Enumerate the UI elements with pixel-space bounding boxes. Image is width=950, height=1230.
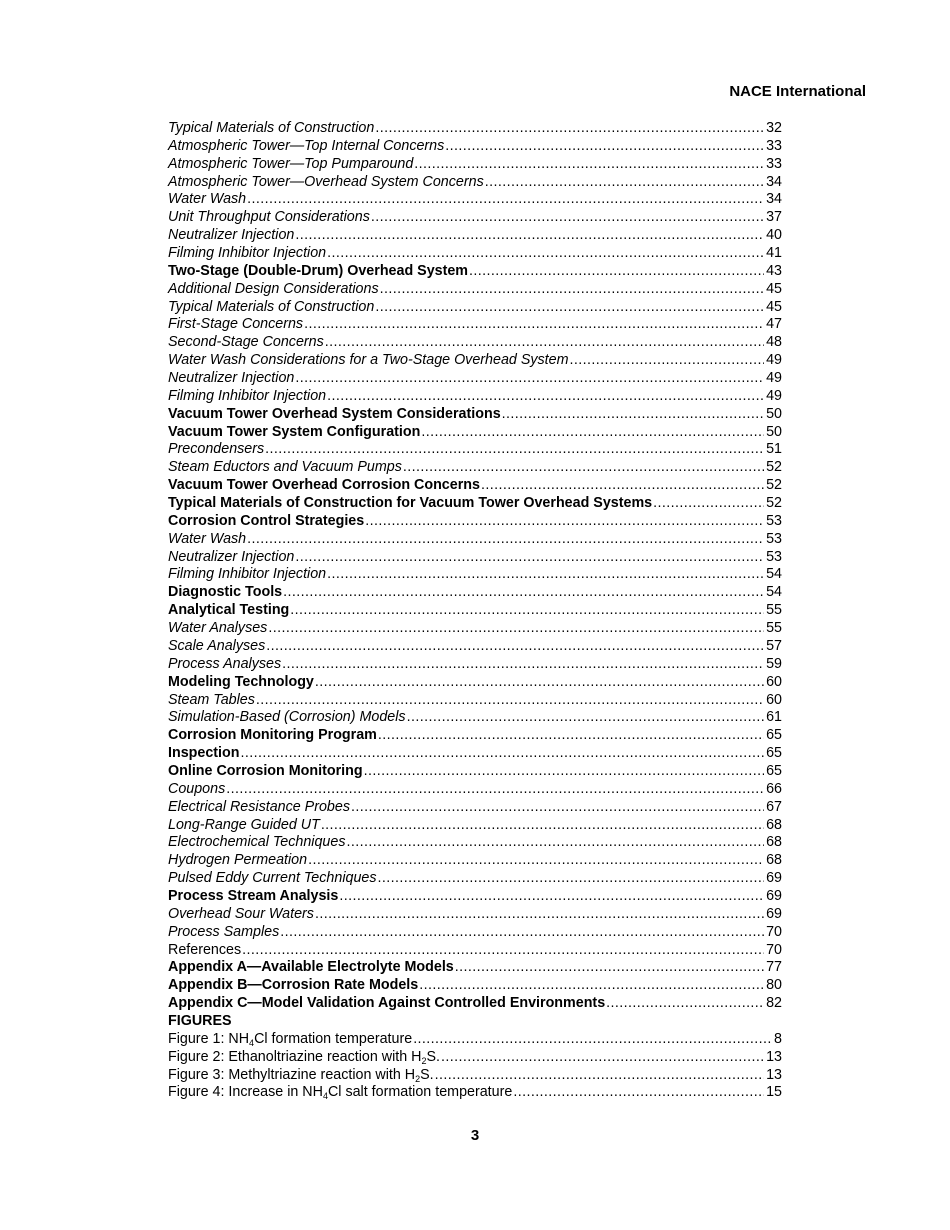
toc-entry-title: Typical Materials of Construction <box>168 298 375 315</box>
dot-leader <box>315 906 764 924</box>
dot-leader <box>295 227 764 245</box>
figure-title-text: Cl salt formation temperature <box>327 1084 513 1101</box>
dot-leader <box>606 995 764 1013</box>
dot-leader <box>469 263 764 281</box>
dot-leader <box>321 817 764 835</box>
toc-entry-page: 61 <box>766 709 782 726</box>
toc-entry-page: 68 <box>766 852 782 869</box>
dot-leader <box>283 584 764 602</box>
toc-entry-title: Corrosion Control Strategies <box>168 512 365 529</box>
page-number: 3 <box>470 1127 480 1144</box>
toc-entry-title: Overhead Sour Waters <box>168 905 314 922</box>
dot-leader <box>325 334 764 352</box>
toc-entry-title: Process Samples <box>168 923 280 940</box>
toc-entry-title: Steam Tables <box>168 691 255 708</box>
dot-leader <box>351 799 764 817</box>
toc-entry-page: 48 <box>766 334 782 351</box>
toc-entry[interactable] <box>168 370 782 388</box>
toc-entry-page: 33 <box>766 137 782 154</box>
figures-heading <box>168 1013 782 1031</box>
dot-leader <box>375 299 764 317</box>
toc-entry-page: 68 <box>766 816 782 833</box>
toc-entry[interactable] <box>168 924 782 942</box>
toc-entry-title: Process Stream Analysis <box>168 887 339 904</box>
toc-entry-page: 32 <box>766 120 782 136</box>
toc-entry[interactable] <box>168 602 782 620</box>
header-organization: NACE International <box>729 83 866 100</box>
toc-entry-page: 45 <box>766 298 782 315</box>
dot-leader <box>421 424 764 442</box>
dot-leader <box>653 495 764 513</box>
toc-entry[interactable] <box>168 495 782 513</box>
toc-entry-page: 65 <box>766 727 782 744</box>
dot-leader <box>280 924 764 942</box>
toc-entry[interactable] <box>168 459 782 477</box>
figures-heading-label: FIGURES <box>168 1012 232 1029</box>
dot-leader <box>407 709 765 727</box>
toc-entry-title: Hydrogen Permeation <box>168 852 308 869</box>
toc-entry-title: Water Wash Considerations for a Two-Stage Overhead System <box>168 352 569 369</box>
toc-entry-title: Corrosion Monitoring Program <box>168 727 377 744</box>
dot-leader <box>308 852 764 870</box>
figure-entry-page: 15 <box>766 1084 782 1101</box>
dot-leader <box>513 1084 764 1102</box>
toc-entry[interactable] <box>168 727 782 745</box>
figure-title-subscript: 4 <box>249 1037 255 1048</box>
toc-entry-page: 55 <box>766 602 782 619</box>
toc-entry-title: Vacuum Tower Overhead System Considerations <box>168 405 501 422</box>
figure-title-text: S. <box>420 1066 434 1083</box>
dot-leader <box>266 638 764 656</box>
dot-leader <box>346 834 764 852</box>
toc-entry-title: Scale Analyses <box>168 637 266 654</box>
toc-entry-title: Analytical Testing <box>168 602 290 619</box>
toc-entry[interactable] <box>168 584 782 602</box>
toc-entry[interactable] <box>168 888 782 906</box>
toc-entry-page: 77 <box>766 959 782 976</box>
dot-leader <box>241 745 765 763</box>
toc-entry[interactable] <box>168 942 782 960</box>
dot-leader <box>481 477 764 495</box>
dot-leader <box>502 406 764 424</box>
toc-entry[interactable] <box>168 388 782 406</box>
dot-leader <box>375 120 764 138</box>
toc-entry[interactable] <box>168 781 782 799</box>
toc-entry-title: Water Analyses <box>168 620 268 637</box>
dot-leader <box>339 888 764 906</box>
toc-entry[interactable] <box>168 656 782 674</box>
dot-leader <box>445 138 764 156</box>
toc-entry-title: Steam Eductors and Vacuum Pumps <box>168 459 402 476</box>
dot-leader <box>485 174 764 192</box>
toc-entry-page: 69 <box>766 870 782 887</box>
toc-entry-page: 65 <box>766 762 782 779</box>
toc-entry-title: Appendix B—Corrosion Rate Models <box>168 977 419 994</box>
toc-entry-page: 49 <box>766 370 782 387</box>
table-of-contents <box>168 120 782 1102</box>
dot-leader <box>327 388 764 406</box>
toc-entry-page: 54 <box>766 584 782 601</box>
dot-leader <box>304 316 764 334</box>
toc-entry-page: 37 <box>766 209 782 226</box>
toc-entry-page: 33 <box>766 155 782 172</box>
dot-leader <box>403 459 764 477</box>
figure-title-subscript: 4 <box>322 1091 328 1102</box>
toc-entry[interactable] <box>168 763 782 781</box>
toc-entry[interactable] <box>168 799 782 817</box>
figure-entry-title <box>168 1067 435 1085</box>
toc-entry-title: Modeling Technology <box>168 673 314 690</box>
toc-entry[interactable] <box>168 424 782 442</box>
toc-entry[interactable] <box>168 995 782 1013</box>
toc-entry[interactable] <box>168 531 782 549</box>
toc-entry[interactable] <box>168 566 782 584</box>
figure-entry-title <box>168 1031 413 1049</box>
toc-entry-title: Vacuum Tower Overhead Corrosion Concerns <box>168 477 480 494</box>
toc-entry-page: 69 <box>766 905 782 922</box>
dot-leader <box>242 942 764 960</box>
toc-entry-page: 66 <box>766 780 782 797</box>
figure-title-text: Figure 2: Ethanoltriazine reaction with H <box>168 1048 422 1065</box>
toc-entry[interactable] <box>168 745 782 763</box>
dot-leader <box>226 781 764 799</box>
toc-entry[interactable] <box>168 959 782 977</box>
toc-entry-title: First-Stage Concerns <box>168 316 304 333</box>
dot-leader <box>247 191 764 209</box>
dot-leader <box>413 1031 772 1049</box>
toc-entry-page: 70 <box>766 923 782 940</box>
figure-entry-title <box>168 1049 441 1067</box>
dot-leader <box>268 620 764 638</box>
toc-entry-title: Filming Inhibitor Injection <box>168 387 327 404</box>
toc-entry-page: 34 <box>766 173 782 190</box>
toc-entry-page: 60 <box>766 691 782 708</box>
toc-entry-page: 34 <box>766 191 782 208</box>
toc-entry-title: Atmospheric Tower—Overhead System Concerns <box>168 173 484 190</box>
toc-entry[interactable] <box>168 227 782 245</box>
toc-entry[interactable] <box>168 977 782 995</box>
dot-leader <box>365 513 764 531</box>
toc-entry[interactable] <box>168 281 782 299</box>
toc-entry[interactable] <box>168 549 782 567</box>
toc-entry-title: Atmospheric Tower—Top Internal Concerns <box>168 137 445 154</box>
toc-entry[interactable] <box>168 209 782 227</box>
toc-entry-title: Vacuum Tower System Configuration <box>168 423 421 440</box>
figure-title-subscript: 2 <box>415 1073 421 1084</box>
toc-entry-title: References <box>168 941 242 958</box>
figure-entry-page: 8 <box>774 1030 782 1047</box>
dot-leader <box>441 1049 764 1067</box>
toc-entry[interactable] <box>168 352 782 370</box>
toc-entry[interactable] <box>168 299 782 317</box>
dot-leader <box>419 977 764 995</box>
toc-entry-title: Pulsed Eddy Current Techniques <box>168 870 377 887</box>
toc-entry-page: 57 <box>766 637 782 654</box>
toc-entry-page: 60 <box>766 673 782 690</box>
toc-entry-title: Precondensers <box>168 441 265 458</box>
toc-entry[interactable] <box>168 406 782 424</box>
toc-entry-page: 59 <box>766 655 782 672</box>
toc-entry-page: 52 <box>766 459 782 476</box>
dot-leader <box>315 674 764 692</box>
figure-entry[interactable] <box>168 1067 782 1085</box>
toc-entry-title: Electrical Resistance Probes <box>168 798 350 815</box>
toc-entry-title: Appendix A—Available Electrolyte Models <box>168 959 454 976</box>
toc-entry-page: 50 <box>766 405 782 422</box>
toc-entry-title: Typical Materials of Construction <box>168 120 375 136</box>
dot-leader <box>327 245 764 263</box>
dot-leader <box>295 370 764 388</box>
toc-entry[interactable] <box>168 245 782 263</box>
toc-entry[interactable] <box>168 316 782 334</box>
toc-entry-title: Two-Stage (Double-Drum) Overhead System <box>168 262 469 279</box>
toc-entry-title: Inspection <box>168 745 240 762</box>
dot-leader <box>265 441 764 459</box>
dot-leader <box>414 156 764 174</box>
toc-entry[interactable] <box>168 852 782 870</box>
toc-entry-title: Additional Design Considerations <box>168 280 379 297</box>
figure-entry[interactable] <box>168 1031 782 1049</box>
toc-entry-page: 40 <box>766 227 782 244</box>
toc-entry-title: Long-Range Guided UT <box>168 816 320 833</box>
toc-entry-page: 53 <box>766 512 782 529</box>
toc-entry-page: 55 <box>766 620 782 637</box>
toc-entry[interactable] <box>168 120 782 138</box>
figure-entry[interactable] <box>168 1084 782 1102</box>
toc-entry-title: Coupons <box>168 780 226 797</box>
toc-entry-page: 69 <box>766 887 782 904</box>
dot-leader <box>380 281 764 299</box>
dot-leader <box>327 566 764 584</box>
toc-entry[interactable] <box>168 138 782 156</box>
figure-title-text: Figure 3: Methyltriazine reaction with H <box>168 1066 416 1083</box>
toc-entry[interactable] <box>168 817 782 835</box>
dot-leader <box>247 531 764 549</box>
toc-entry-title: Electrochemical Techniques <box>168 834 346 851</box>
dot-leader <box>371 209 764 227</box>
toc-entry[interactable] <box>168 191 782 209</box>
toc-entry-page: 53 <box>766 530 782 547</box>
figure-title-subscript: 2 <box>421 1055 427 1066</box>
toc-entry[interactable] <box>168 263 782 281</box>
toc-entry-title: Water Wash <box>168 530 247 547</box>
dot-leader <box>570 352 765 370</box>
toc-entry-page: 70 <box>766 941 782 958</box>
dot-leader <box>435 1067 764 1085</box>
dot-leader <box>256 692 764 710</box>
figure-entry[interactable] <box>168 1049 782 1067</box>
dot-leader <box>364 763 765 781</box>
toc-entry-page: 68 <box>766 834 782 851</box>
toc-entry-page: 49 <box>766 352 782 369</box>
dot-leader <box>378 870 765 888</box>
toc-entry-title: Simulation-Based (Corrosion) Models <box>168 709 406 726</box>
toc-entry-title: Process Analyses <box>168 655 282 672</box>
toc-entry-page: 50 <box>766 423 782 440</box>
figure-entry-title <box>168 1084 513 1102</box>
toc-entry-page: 53 <box>766 548 782 565</box>
toc-entry-title: Filming Inhibitor Injection <box>168 245 327 262</box>
toc-entry-title: Diagnostic Tools <box>168 584 283 601</box>
figure-title-text: S. <box>426 1048 441 1065</box>
toc-entry-page: 43 <box>766 262 782 279</box>
toc-entry-page: 41 <box>766 245 782 262</box>
toc-entry-title: Typical Materials of Construction for Vacuum Tower Overhead Systems <box>168 495 653 512</box>
toc-entry-page: 82 <box>766 995 782 1012</box>
figure-entry-page: 13 <box>766 1048 782 1065</box>
toc-entry-page: 80 <box>766 977 782 994</box>
toc-entry[interactable] <box>168 638 782 656</box>
toc-entry-title: Second-Stage Concerns <box>168 334 324 351</box>
toc-entry[interactable] <box>168 674 782 692</box>
toc-entry[interactable] <box>168 906 782 924</box>
toc-entry[interactable] <box>168 709 782 727</box>
toc-entry[interactable] <box>168 834 782 852</box>
toc-entry[interactable] <box>168 692 782 710</box>
toc-entry-title: Appendix C—Model Validation Against Controlled Environments <box>168 995 606 1012</box>
dot-leader <box>290 602 764 620</box>
figure-title-text: Figure 4: Increase in NH <box>168 1084 323 1101</box>
dot-leader <box>295 549 764 567</box>
toc-entry[interactable] <box>168 174 782 192</box>
toc-entry-page: 52 <box>766 495 782 512</box>
toc-entry[interactable] <box>168 441 782 459</box>
toc-entry-title: Neutralizer Injection <box>168 370 295 387</box>
figure-entry-page: 13 <box>766 1066 782 1083</box>
toc-entry-page: 67 <box>766 798 782 815</box>
toc-entry[interactable] <box>168 620 782 638</box>
toc-entry[interactable] <box>168 477 782 495</box>
toc-entry[interactable] <box>168 513 782 531</box>
toc-entry-page: 47 <box>766 316 782 333</box>
figure-title-text: Figure 1: NH <box>168 1030 250 1047</box>
dot-leader <box>455 959 764 977</box>
toc-entry-title: Online Corrosion Monitoring <box>168 762 363 779</box>
toc-entry-title: Unit Throughput Considerations <box>168 209 370 226</box>
toc-entry[interactable] <box>168 334 782 352</box>
toc-entry-page: 54 <box>766 566 782 583</box>
toc-entry-page: 51 <box>766 441 782 458</box>
toc-entry-page: 49 <box>766 387 782 404</box>
toc-entry-title: Neutralizer Injection <box>168 227 295 244</box>
toc-entry-page: 45 <box>766 280 782 297</box>
dot-leader <box>282 656 764 674</box>
toc-entry-page: 65 <box>766 745 782 762</box>
toc-entry-title: Neutralizer Injection <box>168 548 295 565</box>
toc-entry[interactable] <box>168 870 782 888</box>
toc-entry-page: 52 <box>766 477 782 494</box>
toc-entry-title: Water Wash <box>168 191 247 208</box>
figure-title-text: Cl formation temperature <box>254 1030 413 1047</box>
dot-leader <box>378 727 764 745</box>
toc-entry-title: Atmospheric Tower—Top Pumparound <box>168 155 414 172</box>
toc-entry[interactable] <box>168 156 782 174</box>
toc-entry-title: Filming Inhibitor Injection <box>168 566 327 583</box>
